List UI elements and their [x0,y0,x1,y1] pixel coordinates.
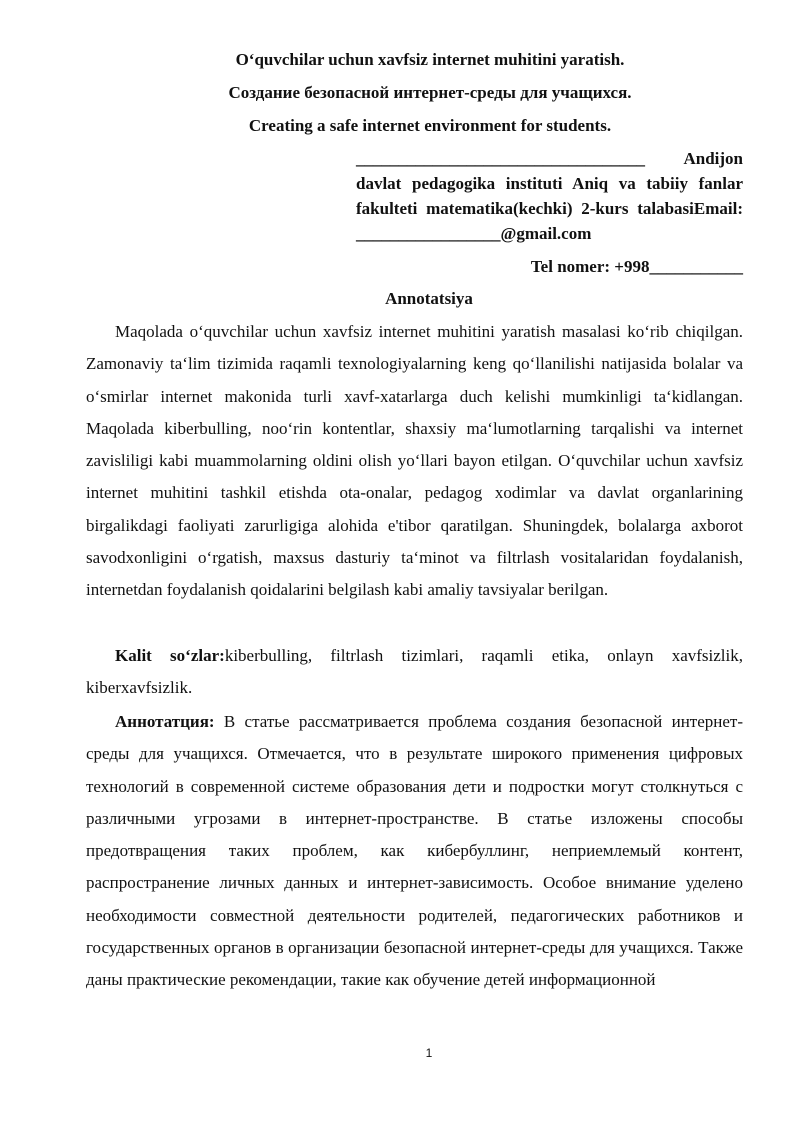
keywords-label: Kalit so‘zlar: [115,646,225,665]
abstract-uzbek: Maqolada o‘quvchilar uchun xavfsiz internet muhitini yaratish masalasi ko‘rib chiqilgan. Zamonaviy ta‘lim tizimida raqamli texnologiyalarning keng qo‘llanilishi natijasida bolalar va o‘smirlar internet makonida turli xavf-xatarlarga duch kelishi mumkinligi ta‘kidlangan. Maqolada kiberbulling, noo‘rin kontentlar, shaxsiy ma‘lumotlarning tarqalishi va internet zavisliligi kabi muammolarning oldini olish yo‘llari bayon etilgan. O‘quvchilar uchun xavfsiz internet muhitini tashkil etishda ota-onalar, pedagog xodimlar va davlat organlarining birgalikdagi faoliyati zarurligiga alohida e'tibor qaratilgan. Shuningdek, bolalarga axborot savodxonligini o‘rgatish, maxsus dasturiy ta‘minot va filtrlash vositalaridan foydalanish, internetdan foydalanish qoidalarini belgilash kabi amaliy tavsiyalar berilgan. [86,322,743,600]
keywords-text: kiberbulling, filtrlash tizimlari, raqamli etika, onlayn xavfsizlik, kiberxavfsizlik. [86,646,743,698]
abstract-russian [86,706,743,997]
page-number: 1 [425,1046,433,1060]
keywords-paragraph [86,640,743,705]
author-affiliation-block: __________________________________ Andijon davlat pedagogika instituti Aniq va tabiiy fanlar fakulteti matematika(kechki) 2-kurs talabasiEmail: _________________@gmail.com [356,149,743,243]
russian-annotation-text: В статье рассматривается проблема создания безопасной интернет-среды для учащихся. Отмечается, что в результате широкого применения цифровых технологий в современной системе образования дети и подростки могут столкнуться с различными угрозами в интернет-пространстве. В статье изложены способы предотвращения таких проблем, как кибербуллинг, неприемлемый контент, распространение личных данных и интернет-зависимость. Особое внимание уделено необходимости совместной деятельности родителей, педагогических работников и государственных органов в организации безопасной интернет-среды для учащихся. Также даны практические рекомендации, такие как обучение детей информационной [86,712,743,990]
title-english: Creating a safe internet environment for students. [248,116,612,135]
telephone-line: Tel nomer: +998___________ [530,257,743,276]
title-uzbek: O‘quvchilar uchun xavfsiz internet muhitini yaratish. [235,50,625,69]
title-russian: Создание безопасной интернет-среды для учащихся. [228,83,632,102]
russian-annotation-label: Аннотатция: [115,712,215,731]
annotation-heading: Annotatsiya [385,289,473,308]
